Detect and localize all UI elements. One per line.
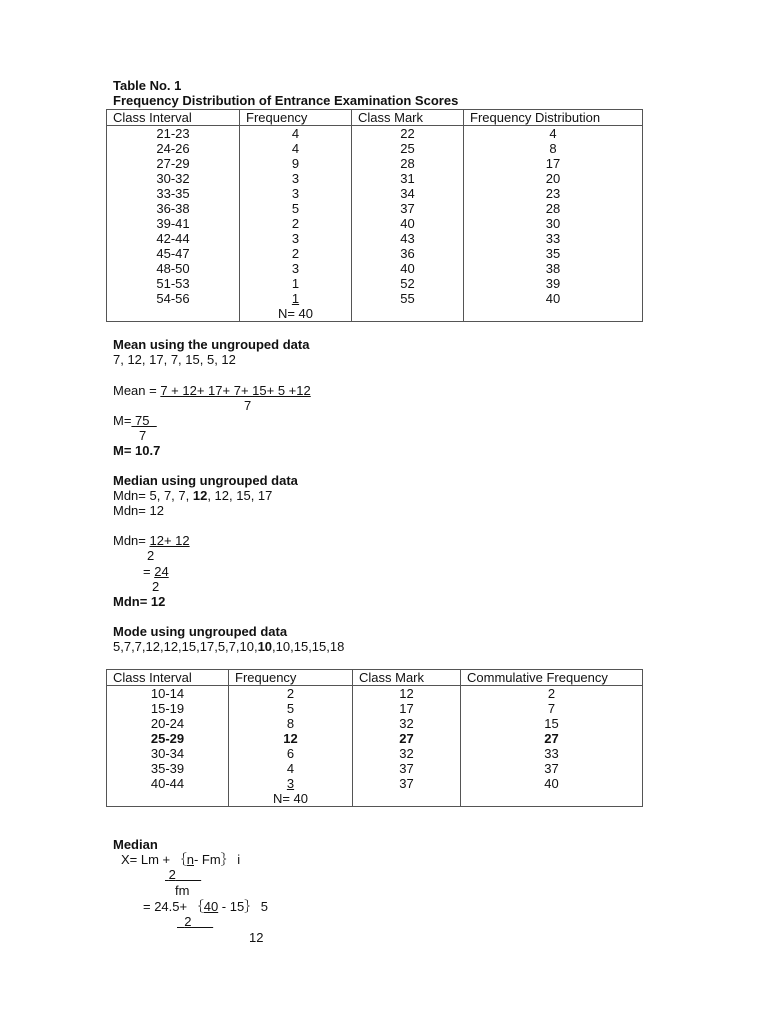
mean-data: 7, 12, 17, 7, 15, 5, 12 [113, 352, 236, 367]
table-cell: 36-38 [107, 201, 240, 216]
table-cell: 8 [229, 716, 353, 731]
median-formula: Mdn= 12+ 12 [113, 533, 190, 548]
column-header: Frequency Distribution [464, 110, 643, 126]
median-step: = 24 [143, 564, 169, 579]
mean-formula-denominator: 7 [244, 398, 252, 413]
table-cell: 42-44 [107, 231, 240, 246]
table-row [107, 776, 643, 791]
mode-value: 10 [257, 639, 273, 654]
table-cell: 12 [353, 686, 461, 702]
table-cell: 28 [352, 156, 464, 171]
median-value-line: Mdn= 12 [113, 503, 164, 518]
table-row [107, 261, 643, 276]
table-cell: 35-39 [107, 761, 229, 776]
table-cell: 36 [352, 246, 464, 261]
mean-m-fraction [113, 413, 157, 428]
table-cell: 33 [461, 746, 643, 761]
table-cell: 39-41 [107, 216, 240, 231]
table-cell: 20-24 [107, 716, 229, 731]
table-cell: 33 [464, 231, 643, 246]
table-row [107, 701, 643, 716]
table-cell: 51-53 [107, 276, 240, 291]
table-cell: 15-19 [107, 701, 229, 716]
table-cell: 22 [352, 126, 464, 142]
table-cell: 2 [240, 246, 352, 261]
table-cell [461, 791, 643, 807]
table-cell: 30 [464, 216, 643, 231]
table-cell: 1 [240, 276, 352, 291]
table-row [107, 186, 643, 201]
table-cell [107, 791, 229, 807]
table-cell: 2 [240, 216, 352, 231]
table-cell: 27 [461, 731, 643, 746]
table-cell: 3 [240, 261, 352, 276]
table-cell: 5 [240, 201, 352, 216]
table-cell: 40 [352, 216, 464, 231]
mean-m-label: M= [113, 413, 132, 428]
table-cell: 55 [352, 291, 464, 306]
table-cell: 31 [352, 171, 464, 186]
table-cell: 25-29 [107, 731, 229, 746]
column-header: Class Mark [353, 670, 461, 686]
median-result: Mdn= 12 [113, 594, 166, 609]
table-cell: 8 [464, 141, 643, 156]
median-grouped-formula-fm: fm [175, 883, 190, 898]
table-cell: 40-44 [107, 776, 229, 791]
table-cell: 12 [229, 731, 353, 746]
table-row [107, 126, 643, 142]
median-grouped-substitution-sub: 2 [184, 914, 192, 929]
column-header: Frequency [240, 110, 352, 126]
column-header: Frequency [229, 670, 353, 686]
table-row [107, 291, 643, 306]
mean-formula [113, 383, 311, 398]
table-cell: 40 [352, 261, 464, 276]
mean-m-numerator: 75 [135, 413, 150, 428]
table-row [107, 716, 643, 731]
frequency-distribution-table [106, 109, 643, 322]
column-header: Class Interval [107, 670, 229, 686]
table-cell: 25 [352, 141, 464, 156]
table-cell: 37 [461, 761, 643, 776]
table-cell: 37 [352, 201, 464, 216]
table-row [107, 746, 643, 761]
table-row [107, 231, 643, 246]
table-cell: 4 [229, 761, 353, 776]
table-cell: 3 [240, 186, 352, 201]
table-cell: 6 [229, 746, 353, 761]
table-cell [464, 306, 643, 322]
table-cell: 9 [240, 156, 352, 171]
table-cell: 39 [464, 276, 643, 291]
table-cell: 37 [353, 776, 461, 791]
table-cell: 54-56 [107, 291, 240, 306]
cumulative-frequency-table [106, 669, 643, 807]
mode-heading: Mode using ungrouped data [113, 624, 288, 639]
mean-result: M= 10.7 [113, 443, 161, 458]
table-cell: 30-34 [107, 746, 229, 761]
table-cell: 3 [240, 231, 352, 246]
median-grouped-formula-sub: 2 [168, 867, 176, 882]
table-cell: 40 [464, 291, 643, 306]
table-cell: 15 [461, 716, 643, 731]
total-count: N= 40 [240, 306, 352, 322]
mode-data: 5,7,7,12,12,15,17,5,7,10,10,10,15,15,18 [113, 639, 345, 654]
column-header: Class Interval [107, 110, 240, 126]
median-grouped-heading: Median [113, 837, 158, 852]
table-row [107, 731, 643, 746]
table-row [107, 216, 643, 231]
table-total-row [107, 791, 643, 807]
table-header-row [107, 670, 643, 686]
mean-formula-label: Mean = [113, 383, 161, 398]
table-cell: 43 [352, 231, 464, 246]
table-cell: 17 [353, 701, 461, 716]
table-cell: 32 [353, 716, 461, 731]
table1-caption-number: Table No. 1 [113, 78, 182, 93]
table-cell: 4 [240, 126, 352, 142]
median-grouped-substitution: = 24.5+ ｛40 - 15｝ 5 [143, 899, 269, 914]
table-cell: 48-50 [107, 261, 240, 276]
table-cell: 5 [229, 701, 353, 716]
table-cell: 17 [464, 156, 643, 171]
total-count: N= 40 [229, 791, 353, 807]
table-header-row [107, 110, 643, 126]
table-row [107, 141, 643, 156]
table-cell: 37 [353, 761, 461, 776]
table-cell: 1 [240, 291, 352, 306]
table-cell: 33-35 [107, 186, 240, 201]
table-cell: 35 [464, 246, 643, 261]
table-cell: 34 [352, 186, 464, 201]
column-header: Commulative Frequency [461, 670, 643, 686]
table-cell: 4 [464, 126, 643, 142]
table-cell: 28 [464, 201, 643, 216]
table-cell: 3 [240, 171, 352, 186]
table-cell: 4 [240, 141, 352, 156]
table-row [107, 171, 643, 186]
table-cell: 10-14 [107, 686, 229, 702]
table1-caption-title: Frequency Distribution of Entrance Examination Scores [113, 93, 459, 108]
table-row [107, 246, 643, 261]
median-step-denominator: 2 [152, 579, 160, 594]
table-cell: 32 [353, 746, 461, 761]
table-total-row [107, 306, 643, 322]
table-cell: 38 [464, 261, 643, 276]
table-cell: 30-32 [107, 171, 240, 186]
table-cell: 27 [353, 731, 461, 746]
column-header: Class Mark [352, 110, 464, 126]
table-row [107, 686, 643, 702]
mean-m-denominator: 7 [139, 428, 147, 443]
table-cell: 52 [352, 276, 464, 291]
table-cell: 24-26 [107, 141, 240, 156]
median-ordered-data: Mdn= 5, 7, 7, 12, 12, 15, 17 [113, 488, 273, 503]
table-cell: 45-47 [107, 246, 240, 261]
median-grouped-formula: X= Lm + ｛n- Fm｝ i [121, 852, 241, 867]
table-row [107, 276, 643, 291]
table-cell [352, 306, 464, 322]
table-cell: 21-23 [107, 126, 240, 142]
table-cell: 7 [461, 701, 643, 716]
table-cell: 20 [464, 171, 643, 186]
table-cell: 2 [461, 686, 643, 702]
table-row [107, 201, 643, 216]
mean-heading: Mean using the ungrouped data [113, 337, 310, 352]
table-cell [107, 306, 240, 322]
median-middle-value: 12 [192, 488, 208, 503]
median-heading: Median using ungrouped data [113, 473, 298, 488]
table-row [107, 761, 643, 776]
table-row [107, 156, 643, 171]
mean-formula-numerator: 7 + 12+ 17+ 7+ 15+ 5 +12 [160, 383, 311, 398]
table-cell: 2 [229, 686, 353, 702]
table-cell: 27-29 [107, 156, 240, 171]
table-cell: 3 [229, 776, 353, 791]
table-cell: 23 [464, 186, 643, 201]
median-formula-denominator: 2 [147, 548, 155, 563]
median-grouped-substitution-den: 12 [249, 930, 264, 945]
table-cell [353, 791, 461, 807]
table-cell: 40 [461, 776, 643, 791]
